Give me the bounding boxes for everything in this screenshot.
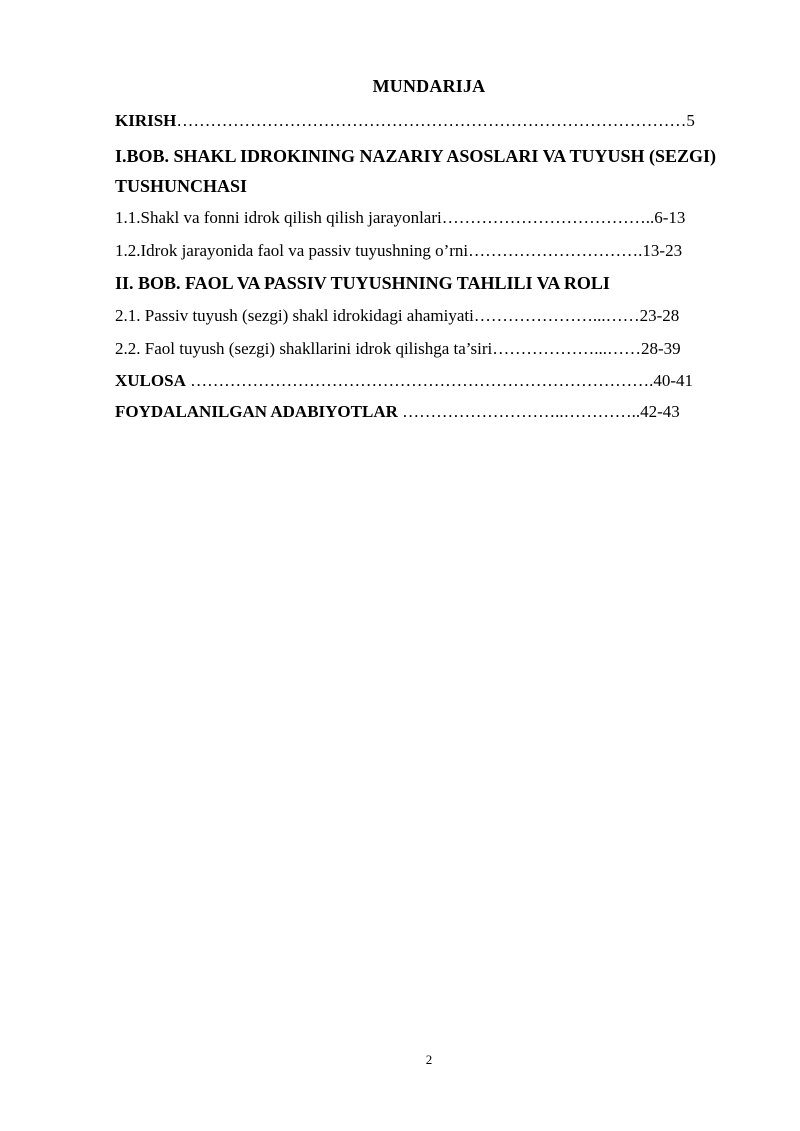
toc-page-range: 42-43	[640, 402, 680, 421]
toc-page-range: 28-39	[641, 339, 681, 358]
toc-entry-label: 1.1.Shakl va fonni idrok qilish qilish jarayonlari	[115, 208, 442, 227]
toc-leader-dots: ………………………..…………..	[397, 402, 641, 421]
toc-entry-1-1[interactable]	[115, 207, 685, 229]
toc-leader-dots: ………………………………………………………………………………	[176, 111, 687, 130]
toc-leader-dots: ……………………………………………………………………….	[185, 371, 654, 390]
toc-entry-label: KIRISH	[115, 111, 177, 130]
toc-page-range: 5	[686, 111, 695, 130]
toc-entry-label: FOYDALANILGAN ADABIYOTLAR	[115, 402, 398, 421]
toc-page-range: 13-23	[642, 241, 683, 260]
toc-leader-dots: …………………...……	[473, 306, 640, 325]
toc-chapter-2-heading[interactable]	[115, 272, 610, 294]
toc-chapter-1-heading[interactable]	[115, 145, 716, 167]
toc-entry-label: I.BOB. SHAKL IDROKINING NAZARIY ASOSLARI VA TUYUSH (SEZGI)	[115, 146, 716, 166]
toc-page-range: 6-13	[654, 208, 686, 227]
toc-entry-label: 2.1. Passiv tuyush (sezgi) shakl idrokidagi ahamiyati	[115, 306, 474, 325]
toc-leader-dots: ………………...……	[492, 339, 642, 358]
toc-entry-2-2[interactable]	[115, 338, 681, 360]
toc-entry-kirish[interactable]	[115, 110, 695, 132]
toc-entry-label: XULOSA	[115, 371, 186, 390]
toc-entry-xulosa[interactable]	[115, 370, 693, 392]
toc-entry-label: II. BOB. FAOL VA PASSIV TUYUSHNING TAHLILI VA ROLI	[115, 273, 610, 293]
toc-leader-dots: ………………………….	[468, 241, 643, 260]
toc-entry-2-1[interactable]	[115, 305, 679, 327]
toc-entry-1-2[interactable]	[115, 240, 682, 262]
toc-leader-dots: ………………………………..	[441, 208, 655, 227]
toc-entry-label: 2.2. Faol tuyush (sezgi) shakllarini idrok qilishga ta’siri	[115, 339, 493, 358]
toc-chapter-1-heading-cont[interactable]	[115, 175, 247, 197]
toc-entry-adabiyotlar[interactable]	[115, 401, 680, 423]
toc-page-range: 40-41	[653, 371, 694, 390]
toc-entry-label: TUSHUNCHASI	[115, 176, 248, 196]
page-title: MUNDARIJA	[372, 76, 486, 96]
page-number: 2	[425, 1052, 433, 1067]
toc-entry-label: 1.2.Idrok jarayonida faol va passiv tuyushning o’rni	[115, 241, 469, 260]
toc-page-range: 23-28	[639, 306, 680, 325]
